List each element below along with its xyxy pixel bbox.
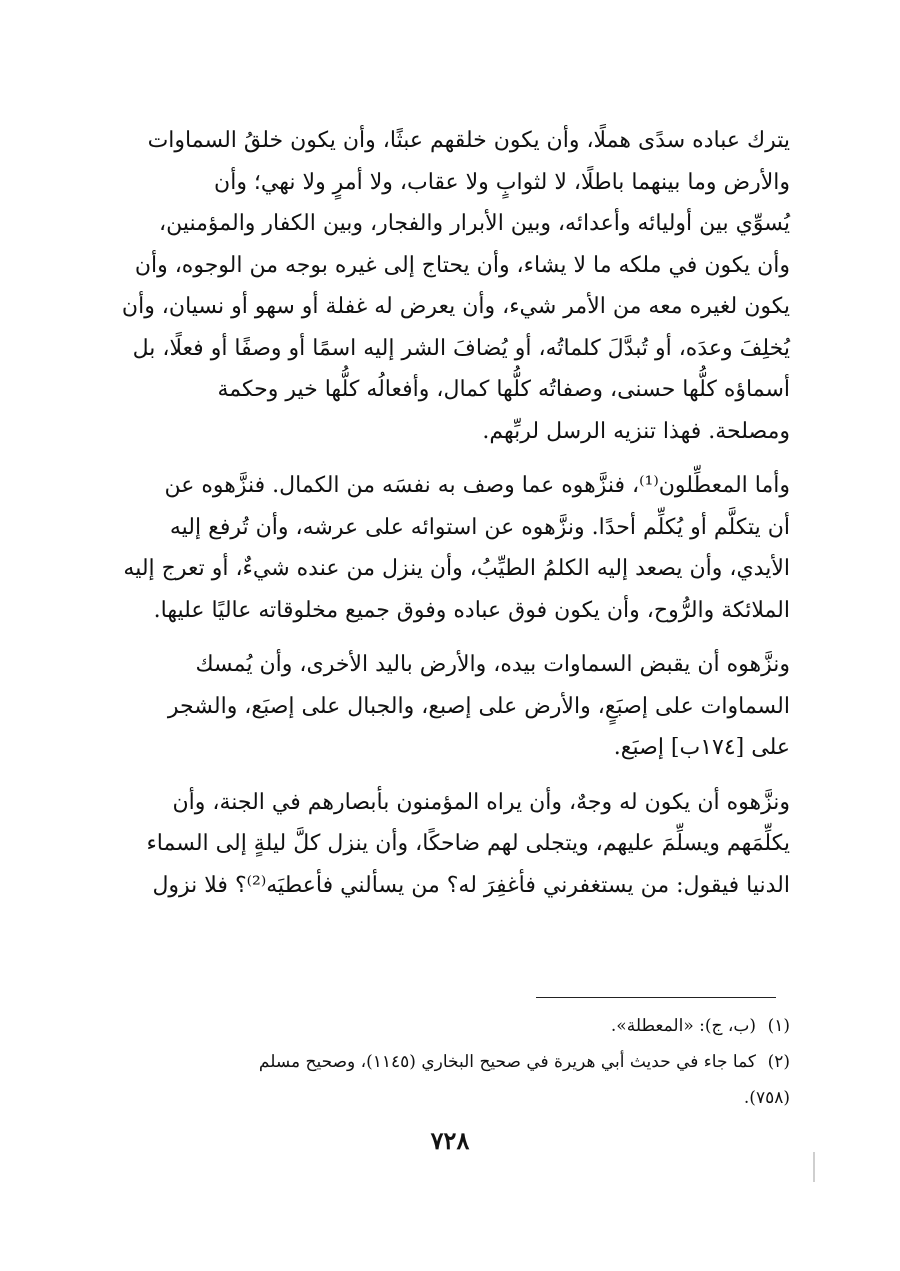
footnotes <box>118 1008 790 1116</box>
text-line: يكون لغيره معه من الأمر شيء، وأن يعرض له غفلة أو سهو أو نسيان، وأن <box>121 294 790 319</box>
footnote-2 <box>118 1044 790 1080</box>
footnote-1 <box>118 1008 790 1044</box>
text-line: على [١٧٤ب] إصبَع. <box>613 735 790 760</box>
text-line: ومصلحة. فهذا تنزيه الرسل لربِّهم. <box>482 418 790 444</box>
text-line: ونزَّهوه أن يقبض السماوات بيده، والأرض باليد الأخرى، وأن يُمسك <box>195 652 790 677</box>
paragraph-1 <box>118 120 790 452</box>
text-line: يترك عباده سدًى هملًا، وأن يكون خلقهم عبثًا، وأن يكون خلقُ السماوات <box>147 128 790 153</box>
main-text <box>118 120 790 919</box>
text-line: السماوات على إصبَعٍ، والأرض على إصبع، والجبال على إصبَع، والشجر <box>167 693 790 719</box>
text-line: ونزَّهوه أن يكون له وجهٌ، وأن يراه المؤمنون بأبصارهم في الجنة، وأن <box>172 789 790 815</box>
text-line: يكلِّمَهم ويسلِّمَ عليهم، ويتجلى لهم ضاحكًا، وأن ينزل كلَّ ليلةٍ إلى السماء <box>146 831 790 856</box>
footnote-text: (٧٥٨). <box>743 1088 790 1108</box>
text-line: يُسوِّي بين أوليائه وأعدائه، وبين الأبرار والفجار، وبين الكفار والمؤمنين، <box>159 211 790 236</box>
footnote-text: كما جاء في حديث أبي هريرة في صحيح البخاري (١١٤٥)، وصحيح مسلم <box>258 1052 756 1072</box>
footnote-divider <box>536 997 776 998</box>
footnote-text: (ب، ج): «المعطلة». <box>610 1016 756 1036</box>
text-line: والأرض وما بينهما باطلًا، لا لثوابٍ ولا عقاب، ولا أمرٍ ولا نهي؛ وأن <box>214 169 790 195</box>
text-line: وأما المعطِّلون⁽¹⁾، فنزَّهوه عما وصف به نفسَه من الكمال. فنزَّهوه عن <box>164 473 790 498</box>
paragraph-3 <box>118 644 790 769</box>
footnote-number: (٢) <box>767 1052 790 1072</box>
footnote-2-continued <box>118 1080 790 1116</box>
text-line: الدنيا فيقول: من يستغفرني فأغفِرَ له؟ من يسألني فأعطيَه⁽²⁾؟ فلا نزول <box>152 872 790 898</box>
text-line: أن يتكلَّم أو يُكلِّم أحدًا. ونزَّهوه عن استوائه على عرشه، وأن تُرفع إليه <box>169 514 790 540</box>
page-number: ٧٢٨ <box>430 1126 470 1155</box>
text-line: الأيدي، وأن يصعد إليه الكلمُ الطيِّبُ، وأن ينزل من عنده شيءٌ، أو تعرج إليه <box>123 556 790 581</box>
text-line: أسماؤه كلُّها حسنى، وصفاتُه كلُّها كمال، وأفعالُه كلُّها خير وحكمة <box>217 377 790 402</box>
text-line: الملائكة والرُّوح، وأن يكون فوق عباده وفوق جميع مخلوقاته عاليًا عليها. <box>153 597 790 623</box>
footnote-number: (١) <box>767 1016 790 1036</box>
text-line: يُخلِفَ وعدَه، أو تُبدَّلَ كلماتُه، أو يُضافَ الشر إليه اسمًا أو وصفًا أو فعلًا، بل <box>132 335 790 361</box>
scan-edge-mark <box>813 1152 815 1182</box>
paragraph-4 <box>118 782 790 907</box>
text-line: وأن يكون في ملكه ما لا يشاء، وأن يحتاج إلى غيره بوجه من الوجوه، وأن <box>134 252 790 278</box>
paragraph-2 <box>118 465 790 631</box>
